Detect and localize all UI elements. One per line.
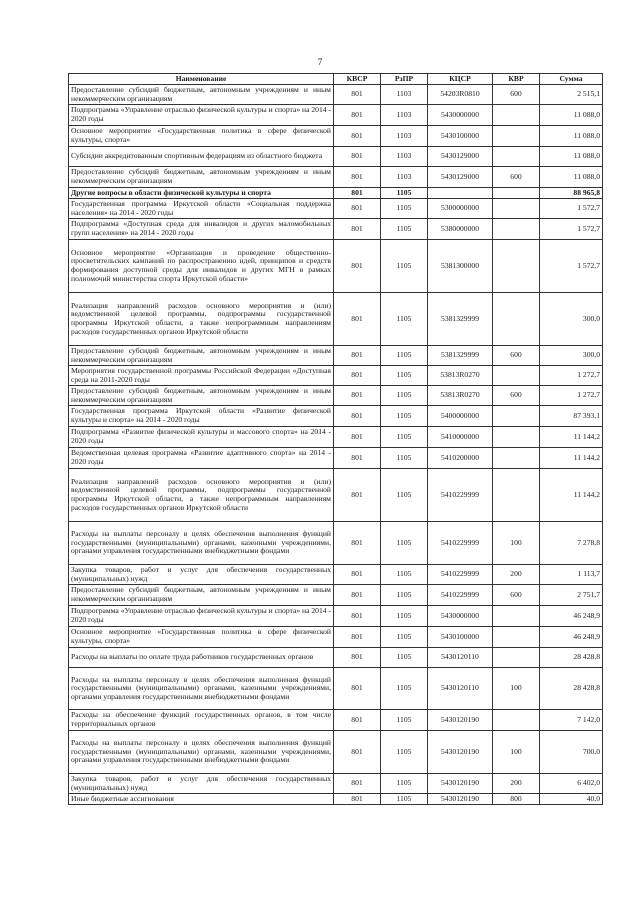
cell-name: Закупка товаров, работ и услуг для обеспечения государственных (муниципальных) нужд [69, 565, 334, 585]
table-row [69, 448, 603, 469]
cell-kvr [493, 648, 540, 668]
table-row [69, 126, 603, 147]
cell-kvr [493, 219, 540, 240]
cell-kcsr: 5300000000 [428, 199, 493, 219]
cell-rzpr: 1105 [381, 293, 428, 346]
table-row [69, 105, 603, 126]
cell-kvr [493, 240, 540, 293]
cell-sum: 46 248,9 [540, 606, 603, 627]
table-row [69, 648, 603, 668]
cell-name: Расходы на выплаты персоналу в целях обеспечения выполнения функций государственными (муниципальными) органами, казенными учреждениями, органами управления государственными внебюджетными фондами [69, 731, 334, 774]
header-sum: Сумма [540, 74, 603, 85]
cell-name: Подпрограмма «Управление отраслью физической культуры и спорта» на 2014 - 2020 годы [69, 606, 334, 627]
cell-rzpr: 1105 [381, 406, 428, 427]
cell-kcsr: 5410229999 [428, 469, 493, 522]
cell-name: Предоставление субсидий бюджетным, автономным учреждениям и иным некоммерческим организациям [69, 386, 334, 406]
cell-kvsr: 801 [334, 448, 381, 469]
cell-kvr [493, 606, 540, 627]
cell-kcsr: 5410229999 [428, 565, 493, 585]
cell-kvsr: 801 [334, 731, 381, 774]
cell-kvsr: 801 [334, 627, 381, 648]
table-row [69, 293, 603, 346]
cell-kcsr: 5430129000 [428, 167, 493, 188]
cell-kcsr: 5381329999 [428, 293, 493, 346]
cell-kcsr: 5430120190 [428, 710, 493, 731]
cell-name: Расходы на выплаты персоналу в целях обеспечения выполнения функций государственными (муниципальными) органами, казенными учреждениями, органами управления государственными внебюджетными фондами [69, 522, 334, 565]
table-row [69, 710, 603, 731]
cell-kvsr: 801 [334, 585, 381, 606]
table-row [69, 606, 603, 627]
cell-kvsr: 801 [334, 167, 381, 188]
cell-kcsr: 5430120190 [428, 794, 493, 805]
table-row [69, 188, 603, 199]
cell-sum: 1 572,7 [540, 240, 603, 293]
cell-kvr: 100 [493, 668, 540, 710]
cell-kvr [493, 448, 540, 469]
cell-sum: 28 428,8 [540, 648, 603, 668]
cell-rzpr: 1105 [381, 606, 428, 627]
cell-kcsr: 5430120110 [428, 668, 493, 710]
cell-name: Предоставление субсидий бюджетным, автономным учреждениям и иным некоммерческим организациям [69, 585, 334, 606]
cell-rzpr: 1103 [381, 105, 428, 126]
cell-kcsr: 53813R0270 [428, 386, 493, 406]
cell-rzpr: 1105 [381, 522, 428, 565]
cell-sum: 700,0 [540, 731, 603, 774]
cell-kvsr: 801 [334, 606, 381, 627]
cell-kvr [493, 126, 540, 147]
cell-kvr [493, 427, 540, 448]
cell-kcsr: 5380000000 [428, 219, 493, 240]
cell-kcsr: 5430120190 [428, 731, 493, 774]
cell-sum: 300,0 [540, 346, 603, 366]
cell-sum: 1 572,7 [540, 199, 603, 219]
cell-kvr: 600 [493, 85, 540, 105]
cell-kvr: 600 [493, 386, 540, 406]
cell-kcsr: 5381329999 [428, 346, 493, 366]
table-row [69, 731, 603, 774]
cell-rzpr: 1105 [381, 710, 428, 731]
cell-sum: 11 088,0 [540, 126, 603, 147]
cell-rzpr: 1105 [381, 188, 428, 199]
table-row [69, 366, 603, 386]
cell-rzpr: 1105 [381, 774, 428, 794]
cell-sum: 2 515,1 [540, 85, 603, 105]
cell-sum: 6 402,0 [540, 774, 603, 794]
cell-kvr [493, 710, 540, 731]
cell-kvr: 200 [493, 565, 540, 585]
cell-kvr: 600 [493, 585, 540, 606]
cell-kvr [493, 147, 540, 167]
cell-kcsr: 5381300000 [428, 240, 493, 293]
cell-name: Расходы на выплаты по оплате труда работников государственных органов [69, 648, 334, 668]
table-row [69, 386, 603, 406]
cell-sum: 40,0 [540, 794, 603, 805]
cell-rzpr: 1105 [381, 448, 428, 469]
cell-name: Мероприятия государственной программы Российской Федерации «Доступная среда на 2011-2020 годы [69, 366, 334, 386]
cell-name: Реализация направлений расходов основного мероприятия и (или) ведомственной целевой программы, подпрограммы государственной программы Иркутской области, а также непрограммным направлениям расходов государственных органов Иркутской области [69, 293, 334, 346]
cell-kcsr: 5410200000 [428, 448, 493, 469]
table-row [69, 469, 603, 522]
cell-kcsr: 5410229999 [428, 585, 493, 606]
cell-rzpr: 1103 [381, 147, 428, 167]
cell-rzpr: 1105 [381, 627, 428, 648]
cell-rzpr: 1105 [381, 346, 428, 366]
table-row [69, 406, 603, 427]
cell-sum: 46 248,9 [540, 627, 603, 648]
header-kvr: КВР [493, 74, 540, 85]
cell-kvr [493, 199, 540, 219]
cell-sum: 7 278,8 [540, 522, 603, 565]
cell-kvsr: 801 [334, 188, 381, 199]
cell-kvsr: 801 [334, 710, 381, 731]
header-kvsr: КВСР [334, 74, 381, 85]
cell-kvsr: 801 [334, 386, 381, 406]
cell-kvr [493, 627, 540, 648]
cell-kvsr: 801 [334, 199, 381, 219]
cell-sum: 300,0 [540, 293, 603, 346]
cell-rzpr: 1105 [381, 366, 428, 386]
cell-kvsr: 801 [334, 565, 381, 585]
cell-rzpr: 1103 [381, 167, 428, 188]
cell-rzpr: 1105 [381, 585, 428, 606]
header-rzpr: РзПР [381, 74, 428, 85]
cell-kcsr: 5430120110 [428, 648, 493, 668]
table-row [69, 85, 603, 105]
cell-kcsr: 5430000000 [428, 606, 493, 627]
cell-sum: 87 393,1 [540, 406, 603, 427]
cell-sum: 88 965,8 [540, 188, 603, 199]
cell-name: Расходы на выплаты персоналу в целях обеспечения выполнения функций государственными (муниципальными) органами, казенными учреждениями, органами управления государственными внебюджетными фондами [69, 668, 334, 710]
page-number: 7 [317, 57, 323, 67]
cell-kcsr: 5430100000 [428, 126, 493, 147]
cell-name: Закупка товаров, работ и услуг для обеспечения государственных (муниципальных) нужд [69, 774, 334, 794]
cell-kvr [493, 293, 540, 346]
cell-name: Основное мероприятие «Государственная политика в сфере физической культуры, спорта» [69, 126, 334, 147]
cell-kvsr: 801 [334, 406, 381, 427]
cell-rzpr: 1105 [381, 199, 428, 219]
cell-rzpr: 1105 [381, 427, 428, 448]
cell-kvsr: 801 [334, 346, 381, 366]
cell-kvsr: 801 [334, 293, 381, 346]
cell-name: Иные бюджетные ассигнования [69, 794, 334, 805]
table-body [69, 85, 603, 805]
cell-sum: 1 272,7 [540, 386, 603, 406]
cell-kvsr: 801 [334, 522, 381, 565]
cell-name: Расходы на обеспечение функций государственных органов, в том числе территориальных органов [69, 710, 334, 731]
cell-kcsr: 5400000000 [428, 406, 493, 427]
cell-kvsr: 801 [334, 668, 381, 710]
cell-kvsr: 801 [334, 126, 381, 147]
cell-name: Государственная программа Иркутской области «Социальная поддержка населения» на 2014 - 2020 годы [69, 199, 334, 219]
cell-kcsr: 53813R0270 [428, 366, 493, 386]
cell-rzpr: 1105 [381, 731, 428, 774]
cell-kvr [493, 366, 540, 386]
table-row [69, 199, 603, 219]
cell-name: Субсидии аккредитованным спортивным федерациям из областного бюджета [69, 147, 334, 167]
table-row [69, 585, 603, 606]
cell-name: Предоставление субсидий бюджетным, автономным учреждениям и иным некоммерческим организациям [69, 167, 334, 188]
cell-kvsr: 801 [334, 774, 381, 794]
cell-kcsr: 5410000000 [428, 427, 493, 448]
table-row [69, 522, 603, 565]
cell-kvsr: 801 [334, 240, 381, 293]
table-row [69, 427, 603, 448]
cell-rzpr: 1105 [381, 565, 428, 585]
cell-rzpr: 1105 [381, 386, 428, 406]
cell-name: Подпрограмма «Управление отраслью физической культуры и спорта» на 2014 - 2020 годы [69, 105, 334, 126]
cell-name: Реализация направлений расходов основного мероприятия и (или) ведомственной целевой программы, подпрограммы государственной программы Иркутской области, а также непрограммным направлениям расходов государственных органов Иркутской области [69, 469, 334, 522]
cell-rzpr: 1105 [381, 219, 428, 240]
header-row [69, 74, 603, 85]
cell-kvsr: 801 [334, 105, 381, 126]
cell-kvsr: 801 [334, 147, 381, 167]
cell-name: Ведомственная целевая программа «Развитие адаптивного спорта» на 2014 - 2020 годы [69, 448, 334, 469]
table-row [69, 774, 603, 794]
cell-kvr: 100 [493, 731, 540, 774]
cell-sum: 1 572,7 [540, 219, 603, 240]
cell-sum: 11 088,0 [540, 105, 603, 126]
budget-table [68, 73, 603, 805]
cell-name: Другие вопросы в области физической культуры и спорта [69, 188, 334, 199]
table-row [69, 565, 603, 585]
cell-kvr [493, 188, 540, 199]
cell-kcsr: 5430000000 [428, 105, 493, 126]
table-row [69, 794, 603, 805]
cell-name: Подпрограмма «Развитие физической культуры и массового спорта» на 2014 - 2020 годы [69, 427, 334, 448]
cell-kvr [493, 469, 540, 522]
cell-rzpr: 1105 [381, 240, 428, 293]
cell-name: Основное мероприятие «Организация и проведение общественно-просветительских кампаний по распространению идей, принципов и средств формирования доступной среды для инвалидов и других МГН в рамках полномочий министерства спорта Иркутской области» [69, 240, 334, 293]
cell-sum: 1 272,7 [540, 366, 603, 386]
table-row [69, 147, 603, 167]
header-kcsr: КЦСР [428, 74, 493, 85]
cell-kvsr: 801 [334, 219, 381, 240]
cell-kvr: 600 [493, 346, 540, 366]
cell-sum: 11 144,2 [540, 448, 603, 469]
cell-rzpr: 1105 [381, 469, 428, 522]
cell-kvsr: 801 [334, 794, 381, 805]
cell-rzpr: 1105 [381, 668, 428, 710]
cell-name: Предоставление субсидий бюджетным, автономным учреждениям и иным некоммерческим организациям [69, 85, 334, 105]
table-row [69, 219, 603, 240]
cell-name: Основное мероприятие «Государственная политика в сфере физической культуры, спорта» [69, 627, 334, 648]
table-row [69, 167, 603, 188]
cell-name: Предоставление субсидий бюджетным, автономным учреждениям и иным некоммерческим организациям [69, 346, 334, 366]
cell-rzpr: 1105 [381, 794, 428, 805]
cell-rzpr: 1103 [381, 85, 428, 105]
cell-kvsr: 801 [334, 648, 381, 668]
cell-sum: 1 113,7 [540, 565, 603, 585]
cell-kvr [493, 105, 540, 126]
cell-kvsr: 801 [334, 366, 381, 386]
cell-rzpr: 1103 [381, 126, 428, 147]
cell-kvr: 200 [493, 774, 540, 794]
cell-sum: 28 428,8 [540, 668, 603, 710]
table-row [69, 346, 603, 366]
cell-kcsr: 54203R0810 [428, 85, 493, 105]
cell-sum: 11 088,0 [540, 167, 603, 188]
cell-sum: 11 088,0 [540, 147, 603, 167]
cell-kcsr: 5410229999 [428, 522, 493, 565]
cell-kvsr: 801 [334, 469, 381, 522]
cell-kvr: 100 [493, 522, 540, 565]
cell-kvr [493, 406, 540, 427]
table-row [69, 627, 603, 648]
cell-kcsr: 5430129000 [428, 147, 493, 167]
cell-name: Государственная программа Иркутской области «Развитие физической культуры и спорта» на 2014 - 2020 годы [69, 406, 334, 427]
cell-kvsr: 801 [334, 427, 381, 448]
cell-kcsr [428, 188, 493, 199]
cell-sum: 2 751,7 [540, 585, 603, 606]
table-header [69, 74, 603, 85]
cell-kcsr: 5430120190 [428, 774, 493, 794]
cell-rzpr: 1105 [381, 648, 428, 668]
cell-sum: 7 142,0 [540, 710, 603, 731]
cell-kcsr: 5430100000 [428, 627, 493, 648]
table-row [69, 668, 603, 710]
cell-name: Подпрограмма «Доступная среда для инвалидов и других маломобильных групп населения» на 2014 - 2020 годы [69, 219, 334, 240]
cell-kvr: 800 [493, 794, 540, 805]
table-row [69, 240, 603, 293]
header-name: Наименование [69, 74, 334, 85]
cell-kvsr: 801 [334, 85, 381, 105]
cell-sum: 11 144,2 [540, 427, 603, 448]
cell-sum: 11 144,2 [540, 469, 603, 522]
cell-kvr: 600 [493, 167, 540, 188]
